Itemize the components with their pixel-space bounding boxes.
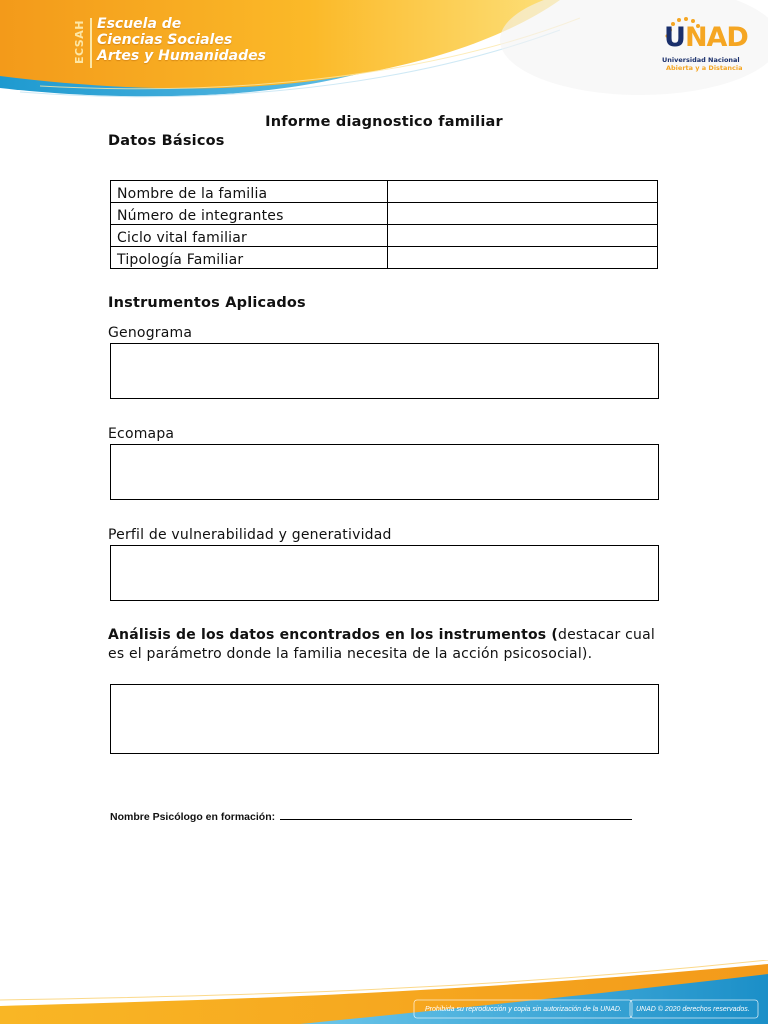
logo-subtitle-2: Abierta y a Distancia bbox=[666, 64, 743, 72]
table-value-field[interactable] bbox=[388, 247, 658, 269]
table-value-field[interactable] bbox=[388, 181, 658, 203]
analysis-box[interactable] bbox=[110, 684, 659, 754]
table-label: Tipología Familiar bbox=[111, 247, 388, 269]
table-row bbox=[111, 181, 658, 203]
genograma-label: Genograma bbox=[108, 325, 193, 341]
signature-field[interactable] bbox=[280, 810, 632, 820]
footer-banner bbox=[0, 960, 768, 1024]
document-title: Informe diagnostico familiar bbox=[265, 114, 503, 130]
perfil-box[interactable] bbox=[110, 545, 659, 601]
table-row bbox=[111, 225, 658, 247]
ecomapa-box[interactable] bbox=[110, 444, 659, 500]
analysis-bold-text: Análisis de los datos encontrados en los instrumentos ( bbox=[108, 627, 559, 643]
genograma-box[interactable] bbox=[110, 343, 659, 399]
analysis-label bbox=[108, 626, 668, 664]
school-line-3: Artes y Humanidades bbox=[97, 48, 266, 64]
footer-rights: UNAD © 2020 derechos reservados. bbox=[636, 1006, 750, 1013]
table-label: Ciclo vital familiar bbox=[111, 225, 388, 247]
ecomapa-label: Ecomapa bbox=[108, 426, 175, 442]
basic-data-heading: Datos Básicos bbox=[108, 133, 225, 149]
table-row bbox=[111, 247, 658, 269]
school-line-2: Ciencias Sociales bbox=[97, 32, 233, 48]
footer-notice: Prohibida su reproducción y copia sin autorización de la UNAD. bbox=[425, 1006, 622, 1013]
header-divider bbox=[90, 18, 92, 68]
school-line-1: Escuela de bbox=[97, 16, 182, 32]
table-label: Número de integrantes bbox=[111, 203, 388, 225]
table-value-field[interactable] bbox=[388, 203, 658, 225]
signature-label: Nombre Psicólogo en formación: bbox=[110, 811, 276, 823]
logo-subtitle-1: Universidad Nacional bbox=[662, 56, 740, 64]
school-name bbox=[97, 16, 266, 64]
analysis-rest-text: destacar cual es el parámetro donde la familia necesita de la acción psicosocial). bbox=[108, 627, 655, 662]
unad-logo bbox=[664, 22, 748, 53]
logo-nad: NAD bbox=[684, 22, 748, 53]
logo-u: U bbox=[664, 22, 685, 53]
basic-data-table bbox=[110, 180, 658, 269]
signature-line bbox=[110, 810, 632, 823]
table-value-field[interactable] bbox=[388, 225, 658, 247]
table-row bbox=[111, 203, 658, 225]
perfil-label: Perfil de vulnerabilidad y generatividad bbox=[108, 527, 392, 543]
instruments-heading: Instrumentos Aplicados bbox=[108, 295, 306, 311]
table-label: Nombre de la familia bbox=[111, 181, 388, 203]
ecsah-mark: ECSAH bbox=[73, 20, 86, 64]
